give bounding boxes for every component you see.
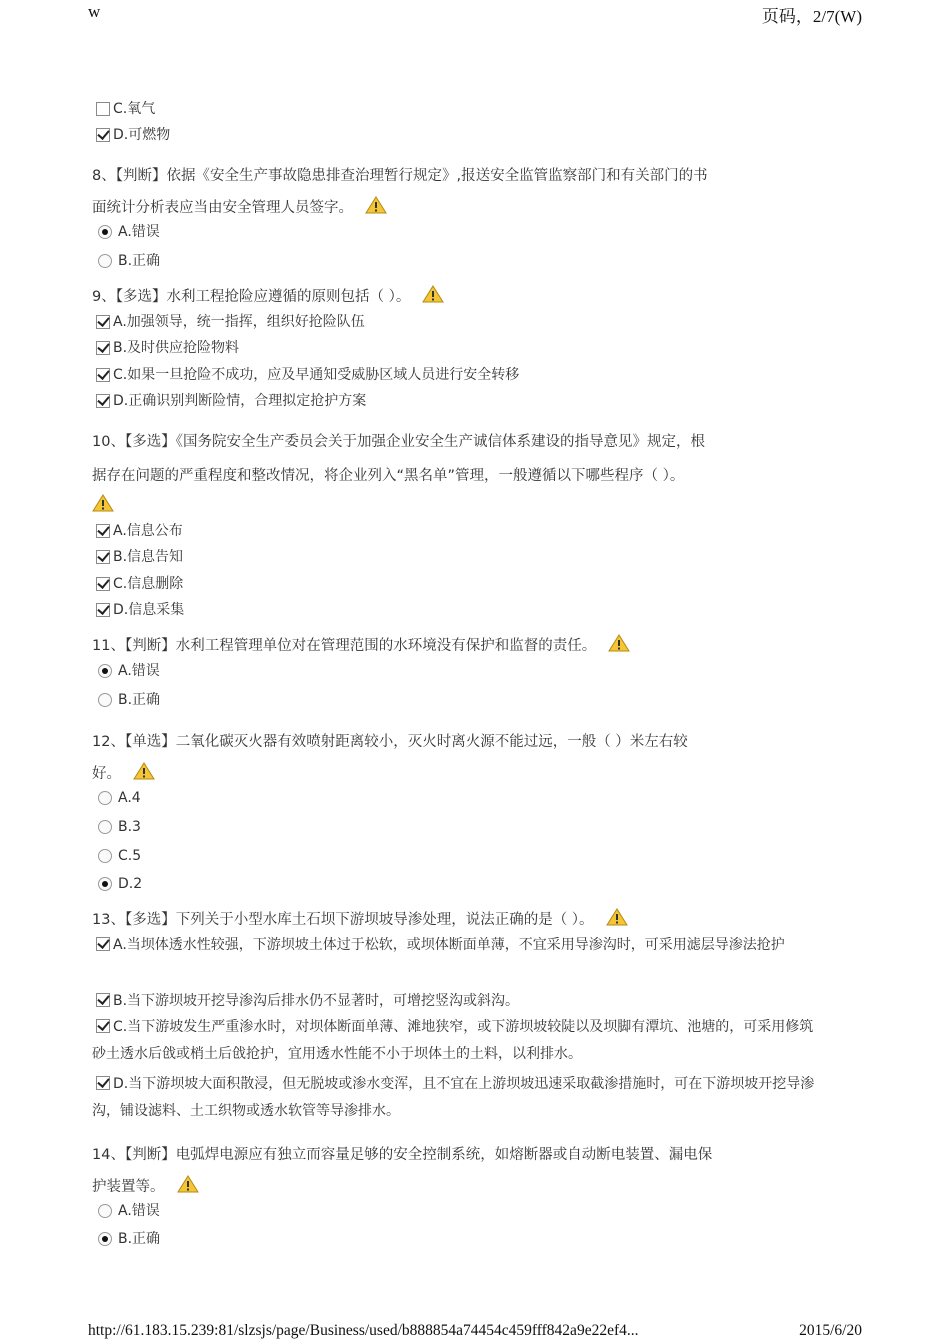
q9-option-d[interactable]: D.正确识别判断险情，合理拟定抢护方案 — [96, 390, 366, 412]
q10-option-c[interactable]: C.信息删除 — [96, 573, 183, 595]
checkbox-checked[interactable] — [96, 937, 110, 951]
checkbox-checked[interactable] — [96, 341, 110, 355]
warning-icon — [92, 494, 114, 512]
header-left: w — [88, 2, 101, 21]
radio-selected[interactable] — [98, 877, 112, 891]
question-11 — [92, 630, 822, 662]
checkbox-checked[interactable] — [96, 368, 110, 382]
q12-option-a[interactable]: A.4 — [96, 787, 141, 809]
checkbox-checked[interactable] — [96, 603, 110, 617]
warning-icon — [608, 634, 630, 652]
question-text: 护装置等。 — [92, 1179, 165, 1195]
question-text: 8、【判断】依据《安全生产事故隐患排查治理暂行规定》,报送安全监管监察部门和有关部门的书 — [92, 168, 708, 184]
checkbox-checked[interactable] — [96, 524, 110, 538]
question-9 — [92, 281, 822, 313]
radio[interactable] — [98, 791, 112, 805]
question-text: 面统计分析表应当由安全管理人员签字。 — [92, 200, 353, 216]
question-text: 14、【判断】电弧焊电源应有独立而容量足够的安全控制系统，如熔断器或自动断电装置、漏电保 — [92, 1147, 713, 1163]
footer-url: http://61.183.15.239:81/slzsjs/page/Business/used/b888854a74454c459fff842a9e22ef4... — [88, 1322, 639, 1339]
page-number: 页码，2/7(W) — [761, 7, 862, 26]
warning-icon — [422, 285, 444, 303]
footer-date: 2015/6/20 — [799, 1322, 862, 1339]
checkbox-checked[interactable] — [96, 128, 110, 142]
q12-option-c[interactable]: C.5 — [96, 845, 141, 867]
radio[interactable] — [98, 693, 112, 707]
radio-selected[interactable] — [98, 225, 112, 239]
warning-icon — [365, 196, 387, 214]
q13-option-c[interactable]: C.当下游坡发生严重渗水时，对坝体断面单薄、滩地狭窄，或下游坝坡较陡以及坝脚有潭坑、池塘的，可采用修筑砂土透水后戗或梢土后戗抢护，宜用透水性能不小于坝体土的土料，以利排水。 — [92, 1019, 814, 1062]
q7-option-d[interactable]: D.可燃物 — [96, 124, 170, 146]
warning-icon — [177, 1175, 199, 1193]
question-text: 好。 — [92, 766, 121, 782]
warning-icon — [133, 762, 155, 780]
q8-option-b[interactable]: B.正确 — [96, 250, 160, 272]
q10-option-d[interactable]: D.信息采集 — [96, 599, 184, 621]
checkbox[interactable] — [96, 102, 110, 116]
q10-option-a[interactable]: A.信息公布 — [96, 520, 183, 542]
q14-option-a[interactable]: A.错误 — [96, 1200, 160, 1222]
q9-option-a[interactable]: A.加强领导，统一指挥，组织好抢险队伍 — [96, 311, 365, 333]
question-text: 12、【单选】二氧化碳灭火器有效喷射距离较小，灭火时离火源不能过远，一般（ ）米左右较 — [92, 734, 688, 750]
q13-option-a[interactable]: A.当坝体透水性较强，下游坝坡土体过于松软，或坝体断面单薄，不宜采用导渗沟时，可采用滤层导渗法抢护 — [92, 932, 822, 959]
question-text: 9、【多选】水利工程抢险应遵循的原则包括（ ）。 — [92, 289, 411, 305]
checkbox-checked[interactable] — [96, 315, 110, 329]
q9-option-c[interactable]: C.如果一旦抢险不成功，应及早通知受威胁区域人员进行安全转移 — [96, 364, 519, 386]
radio[interactable] — [98, 820, 112, 834]
q14-option-b[interactable]: B.正确 — [96, 1228, 160, 1250]
q12-option-d[interactable]: D.2 — [96, 873, 142, 895]
question-text: 13、【多选】下列关于小型水库土石坝下游坝坡导渗处理，说法正确的是（ ）。 — [92, 912, 594, 928]
question-10 — [92, 425, 822, 493]
question-14 — [92, 1139, 822, 1203]
q10-option-b[interactable]: B.信息告知 — [96, 546, 183, 568]
q7-option-c[interactable]: C.氧气 — [96, 98, 155, 120]
q11-option-b[interactable]: B.正确 — [96, 689, 160, 711]
question-text: 10、【多选】《国务院安全生产委员会关于加强企业安全生产诚信体系建设的指导意见》规定，根 — [92, 434, 705, 450]
warning-icon — [606, 908, 628, 926]
checkbox-checked[interactable] — [96, 993, 110, 1007]
radio[interactable] — [98, 849, 112, 863]
question-8 — [92, 160, 822, 224]
checkbox-checked[interactable] — [96, 1019, 110, 1033]
q12-option-b[interactable]: B.3 — [96, 816, 141, 838]
checkbox-checked[interactable] — [96, 577, 110, 591]
radio[interactable] — [98, 254, 112, 268]
checkbox-checked[interactable] — [96, 550, 110, 564]
checkbox-checked[interactable] — [96, 394, 110, 408]
question-text: 11、【判断】水利工程管理单位对在管理范围的水环境没有保护和监督的责任。 — [92, 638, 597, 654]
radio-selected[interactable] — [98, 664, 112, 678]
q11-option-a[interactable]: A.错误 — [96, 660, 160, 682]
q8-option-a[interactable]: A.错误 — [96, 221, 160, 243]
question-text: 据存在问题的严重程度和整改情况，将企业列入“黑名单”管理，一般遵循以下哪些程序（ ）。 — [92, 468, 685, 484]
q13-option-b[interactable]: B.当下游坝坡开挖导渗沟后排水仍不显著时，可增挖竖沟或斜沟。 — [92, 988, 822, 1015]
question-12 — [92, 726, 822, 790]
radio[interactable] — [98, 1204, 112, 1218]
radio-selected[interactable] — [98, 1232, 112, 1246]
q9-option-b[interactable]: B.及时供应抢险物料 — [96, 337, 239, 359]
checkbox-checked[interactable] — [96, 1076, 110, 1090]
q13-option-d[interactable]: D.当下游坝坡大面积散浸，但无脱坡或渗水变浑，且不宜在上游坝坡迅速采取截渗措施时，可在下游坝坡开挖导渗沟，铺设滤料、土工织物或透水软管等导渗排水。 — [92, 1076, 815, 1119]
